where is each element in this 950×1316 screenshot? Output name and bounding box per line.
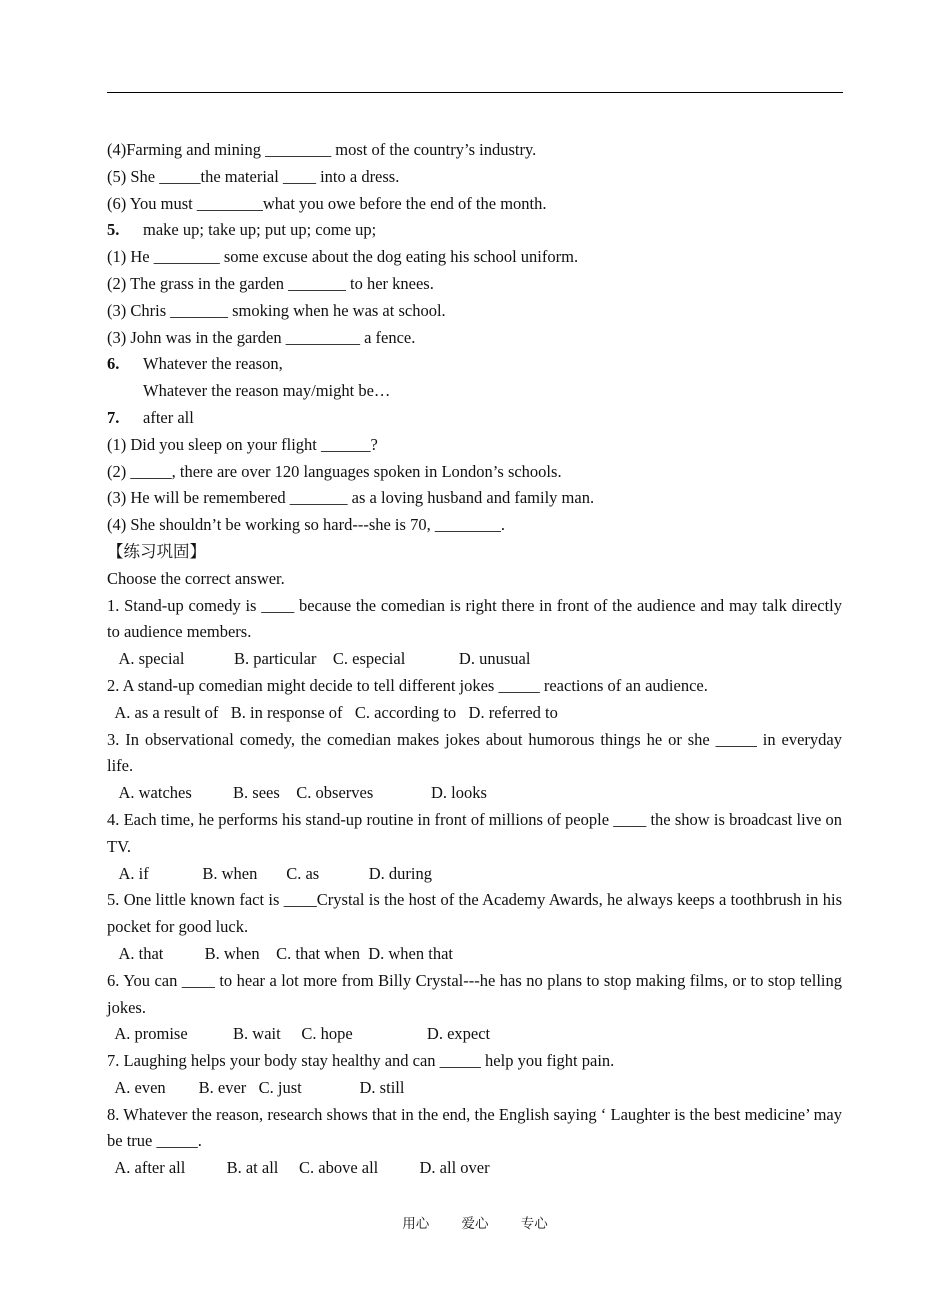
question-options: A. that B. when C. that when D. when that <box>107 943 454 963</box>
question-options: A. promise B. wait C. hope D. expect <box>107 1024 491 1044</box>
question-options: A. special B. particular C. especial D. unusual <box>107 649 531 669</box>
exercise-line: (3) John was in the garden _________ a fence. <box>107 327 416 347</box>
document-body <box>107 137 842 1182</box>
item-phrase: after all <box>143 407 194 427</box>
question-text: 6. You can ____ to hear a lot more from Billy Crystal---he has no plans to stop making films, or to stop telling jokes. <box>107 970 842 1017</box>
item-phrase-alt: Whatever the reason may/might be… <box>143 381 391 401</box>
item-number: 6. <box>107 354 120 374</box>
section-title: 【练习巩固】 <box>107 541 206 561</box>
item-number: 5. <box>107 220 120 240</box>
question-text: 2. A stand-up comedian might decide to tell different jokes _____ reactions of an audience. <box>107 675 708 695</box>
instruction: Choose the correct answer. <box>107 568 285 588</box>
footer-word: 专心 <box>520 1216 548 1232</box>
question-text: 7. Laughing helps your body stay healthy and can _____ help you fight pain. <box>107 1051 615 1071</box>
question-text: 5. One little known fact is ____Crystal is the host of the Academy Awards, he always keeps a toothbrush in his pocket for good luck. <box>107 890 842 937</box>
exercise-line: (2) The grass in the garden _______ to her knees. <box>107 273 434 293</box>
item-phrase: Whatever the reason, <box>143 354 283 374</box>
item-phrases: make up; take up; put up; come up; <box>143 220 377 240</box>
question-options: A. after all B. at all C. above all D. all over <box>107 1158 490 1178</box>
exercise-line: (2) _____, there are over 120 languages spoken in London’s schools. <box>107 461 562 481</box>
question-text: 1. Stand-up comedy is ____ because the comedian is right there in front of the audience and may talk directly to audience members. <box>107 595 842 642</box>
exercise-line: (4) She shouldn’t be working so hard---she is 70, ________. <box>107 515 505 535</box>
exercise-line: (1) He ________ some excuse about the dog eating his school uniform. <box>107 247 579 267</box>
exercise-line: (5) She _____the material ____ into a dress. <box>107 166 400 186</box>
exercise-line: (6) You must ________what you owe before the end of the month. <box>107 193 547 213</box>
question-options: A. even B. ever C. just D. still <box>107 1077 405 1097</box>
question-text: 4. Each time, he performs his stand-up routine in front of millions of people ____ the show is broadcast live on TV. <box>107 809 842 856</box>
question-text: 8. Whatever the reason, research shows that in the end, the English saying ‘ Laughter is the best medicine’ may be true _____. <box>107 1104 842 1151</box>
header-rule <box>107 92 843 93</box>
footer-word: 爱心 <box>461 1216 489 1232</box>
question-options: A. watches B. sees C. observes D. looks <box>107 783 487 803</box>
item-heading-5 <box>107 217 842 244</box>
footer-word: 用心 <box>402 1216 430 1232</box>
question-text: 3. In observational comedy, the comedian makes jokes about humorous things he or she _____ in everyday life. <box>107 729 842 776</box>
exercise-line: (4)Farming and mining ________ most of the country’s industry. <box>107 140 537 159</box>
exercise-line: (1) Did you sleep on your flight ______? <box>107 434 378 454</box>
item-number: 7. <box>107 407 120 427</box>
exercise-line: (3) He will be remembered _______ as a loving husband and family man. <box>107 488 595 508</box>
item-heading-6 <box>107 351 842 378</box>
question-options: A. as a result of B. in response of C. according to D. referred to <box>107 702 558 722</box>
exercise-line: (3) Chris _______ smoking when he was at school. <box>107 300 446 320</box>
page-footer <box>0 1212 950 1232</box>
item-heading-7 <box>107 405 842 432</box>
question-options: A. if B. when C. as D. during <box>107 863 432 883</box>
